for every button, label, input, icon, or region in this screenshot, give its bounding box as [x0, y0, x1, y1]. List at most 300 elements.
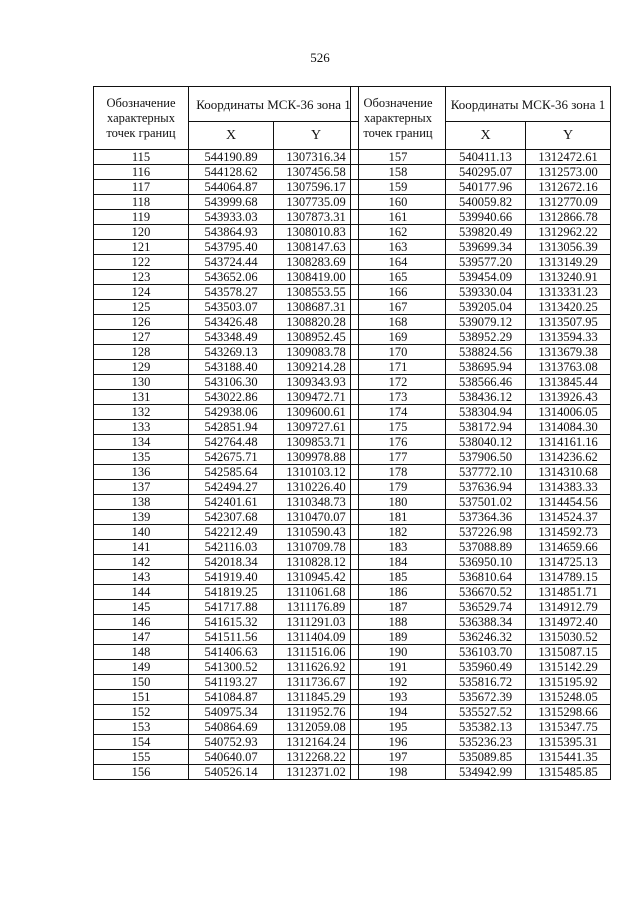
x-coordinate-cell: 542018.34 [189, 555, 274, 570]
point-number-cell: 115 [94, 150, 189, 165]
y-coordinate-cell: 1308952.45 [274, 330, 359, 345]
table-row [351, 345, 611, 360]
header-coordinates: Координаты МСК-36 зона 1 [189, 87, 359, 122]
y-coordinate-cell: 1312164.24 [274, 735, 359, 750]
y-coordinate-cell: 1307735.09 [274, 195, 359, 210]
coordinates-table-left [93, 86, 359, 780]
y-coordinate-cell: 1308820.28 [274, 315, 359, 330]
point-number-cell: 174 [351, 405, 446, 420]
point-number-cell: 186 [351, 585, 446, 600]
table-row [94, 705, 359, 720]
table-row [94, 660, 359, 675]
point-number-cell: 165 [351, 270, 446, 285]
x-coordinate-cell: 539079.12 [446, 315, 526, 330]
y-coordinate-cell: 1311176.89 [274, 600, 359, 615]
table-row [94, 240, 359, 255]
y-coordinate-cell: 1314592.73 [526, 525, 611, 540]
table-row [94, 360, 359, 375]
table-row [351, 315, 611, 330]
point-number-cell: 140 [94, 525, 189, 540]
point-number-cell: 159 [351, 180, 446, 195]
x-coordinate-cell: 539330.04 [446, 285, 526, 300]
x-coordinate-cell: 541406.63 [189, 645, 274, 660]
y-coordinate-cell: 1307873.31 [274, 210, 359, 225]
point-number-cell: 134 [94, 435, 189, 450]
y-coordinate-cell: 1315485.85 [526, 765, 611, 780]
table-row [351, 255, 611, 270]
x-coordinate-cell: 542764.48 [189, 435, 274, 450]
point-number-cell: 144 [94, 585, 189, 600]
x-coordinate-cell: 538172.94 [446, 420, 526, 435]
y-coordinate-cell: 1311291.03 [274, 615, 359, 630]
x-coordinate-cell: 537636.94 [446, 480, 526, 495]
table-row [351, 615, 611, 630]
x-coordinate-cell: 541300.52 [189, 660, 274, 675]
table-row [351, 405, 611, 420]
y-coordinate-cell: 1310945.42 [274, 570, 359, 585]
x-coordinate-cell: 536950.10 [446, 555, 526, 570]
table-row [351, 510, 611, 525]
x-coordinate-cell: 536670.52 [446, 585, 526, 600]
point-number-cell: 194 [351, 705, 446, 720]
point-number-cell: 123 [94, 270, 189, 285]
y-coordinate-cell: 1314972.40 [526, 615, 611, 630]
y-coordinate-cell: 1309978.88 [274, 450, 359, 465]
y-coordinate-cell: 1310828.12 [274, 555, 359, 570]
x-coordinate-cell: 543022.86 [189, 390, 274, 405]
x-coordinate-cell: 541084.87 [189, 690, 274, 705]
y-coordinate-cell: 1314912.79 [526, 600, 611, 615]
point-number-cell: 166 [351, 285, 446, 300]
point-number-cell: 138 [94, 495, 189, 510]
x-coordinate-cell: 543106.30 [189, 375, 274, 390]
x-coordinate-cell: 543426.48 [189, 315, 274, 330]
point-number-cell: 148 [94, 645, 189, 660]
x-coordinate-cell: 540640.07 [189, 750, 274, 765]
table-row [351, 735, 611, 750]
table-row [94, 765, 359, 780]
table-row [351, 495, 611, 510]
x-coordinate-cell: 540411.13 [446, 150, 526, 165]
x-coordinate-cell: 542851.94 [189, 420, 274, 435]
table-row [351, 240, 611, 255]
x-coordinate-cell: 543724.44 [189, 255, 274, 270]
x-coordinate-cell: 534942.99 [446, 765, 526, 780]
y-coordinate-cell: 1314524.37 [526, 510, 611, 525]
table-row [94, 630, 359, 645]
point-number-cell: 145 [94, 600, 189, 615]
point-number-cell: 142 [94, 555, 189, 570]
point-number-cell: 178 [351, 465, 446, 480]
x-coordinate-cell: 543795.40 [189, 240, 274, 255]
table-row [94, 315, 359, 330]
x-coordinate-cell: 535816.72 [446, 675, 526, 690]
point-number-cell: 169 [351, 330, 446, 345]
y-coordinate-cell: 1313926.43 [526, 390, 611, 405]
point-number-cell: 187 [351, 600, 446, 615]
table-body-right [351, 150, 611, 780]
x-coordinate-cell: 536103.70 [446, 645, 526, 660]
y-coordinate-cell: 1309343.93 [274, 375, 359, 390]
point-number-cell: 124 [94, 285, 189, 300]
table-row [94, 435, 359, 450]
table-row [351, 690, 611, 705]
x-coordinate-cell: 538566.46 [446, 375, 526, 390]
y-coordinate-cell: 1315347.75 [526, 720, 611, 735]
table-row [351, 360, 611, 375]
point-number-cell: 164 [351, 255, 446, 270]
point-number-cell: 135 [94, 450, 189, 465]
x-coordinate-cell: 542307.68 [189, 510, 274, 525]
table-row [351, 705, 611, 720]
x-coordinate-cell: 543864.93 [189, 225, 274, 240]
table-row [351, 480, 611, 495]
x-coordinate-cell: 537364.36 [446, 510, 526, 525]
x-coordinate-cell: 535960.49 [446, 660, 526, 675]
x-coordinate-cell: 537772.10 [446, 465, 526, 480]
point-number-cell: 143 [94, 570, 189, 585]
point-number-cell: 149 [94, 660, 189, 675]
table-row [94, 300, 359, 315]
table-row [94, 270, 359, 285]
point-number-cell: 151 [94, 690, 189, 705]
table-row [94, 420, 359, 435]
point-number-cell: 125 [94, 300, 189, 315]
y-coordinate-cell: 1309853.71 [274, 435, 359, 450]
table-row [351, 750, 611, 765]
point-number-cell: 128 [94, 345, 189, 360]
x-coordinate-cell: 543999.68 [189, 195, 274, 210]
x-coordinate-cell: 536810.64 [446, 570, 526, 585]
x-coordinate-cell: 537501.02 [446, 495, 526, 510]
point-number-cell: 154 [94, 735, 189, 750]
y-coordinate-cell: 1313845.44 [526, 375, 611, 390]
header-designation: Обозначение характерных точек границ [94, 87, 189, 150]
y-coordinate-cell: 1315298.66 [526, 705, 611, 720]
x-coordinate-cell: 535236.23 [446, 735, 526, 750]
table-row [94, 555, 359, 570]
y-coordinate-cell: 1308419.00 [274, 270, 359, 285]
y-coordinate-cell: 1313763.08 [526, 360, 611, 375]
point-number-cell: 160 [351, 195, 446, 210]
x-coordinate-cell: 538304.94 [446, 405, 526, 420]
x-coordinate-cell: 535382.13 [446, 720, 526, 735]
point-number-cell: 171 [351, 360, 446, 375]
point-number-cell: 132 [94, 405, 189, 420]
table-row [351, 465, 611, 480]
table-row [351, 150, 611, 165]
x-coordinate-cell: 540295.07 [446, 165, 526, 180]
table-row [351, 570, 611, 585]
table-row [94, 195, 359, 210]
x-coordinate-cell: 544190.89 [189, 150, 274, 165]
point-number-cell: 173 [351, 390, 446, 405]
x-coordinate-cell: 543933.03 [189, 210, 274, 225]
table-row [94, 615, 359, 630]
point-number-cell: 190 [351, 645, 446, 660]
table-row [94, 405, 359, 420]
y-coordinate-cell: 1309472.71 [274, 390, 359, 405]
table-row [94, 720, 359, 735]
header-y: Y [526, 122, 611, 150]
table-row [94, 255, 359, 270]
y-coordinate-cell: 1314310.68 [526, 465, 611, 480]
point-number-cell: 196 [351, 735, 446, 750]
x-coordinate-cell: 536246.32 [446, 630, 526, 645]
point-number-cell: 119 [94, 210, 189, 225]
x-coordinate-cell: 535672.39 [446, 690, 526, 705]
table-row [351, 375, 611, 390]
table-row [351, 585, 611, 600]
table-row [94, 600, 359, 615]
table-row [94, 285, 359, 300]
y-coordinate-cell: 1314851.71 [526, 585, 611, 600]
point-number-cell: 121 [94, 240, 189, 255]
table-row [351, 195, 611, 210]
point-number-cell: 130 [94, 375, 189, 390]
x-coordinate-cell: 543269.13 [189, 345, 274, 360]
table-row [351, 330, 611, 345]
table-body-left [94, 150, 359, 780]
table-row [351, 270, 611, 285]
y-coordinate-cell: 1315248.05 [526, 690, 611, 705]
x-coordinate-cell: 541717.88 [189, 600, 274, 615]
point-number-cell: 120 [94, 225, 189, 240]
y-coordinate-cell: 1311626.92 [274, 660, 359, 675]
y-coordinate-cell: 1311845.29 [274, 690, 359, 705]
y-coordinate-cell: 1313331.23 [526, 285, 611, 300]
table-row [94, 495, 359, 510]
y-coordinate-cell: 1312059.08 [274, 720, 359, 735]
y-coordinate-cell: 1308147.63 [274, 240, 359, 255]
y-coordinate-cell: 1312573.00 [526, 165, 611, 180]
y-coordinate-cell: 1307316.34 [274, 150, 359, 165]
table-row [94, 150, 359, 165]
table-row [351, 555, 611, 570]
point-number-cell: 170 [351, 345, 446, 360]
point-number-cell: 185 [351, 570, 446, 585]
y-coordinate-cell: 1313507.95 [526, 315, 611, 330]
table-row [94, 510, 359, 525]
y-coordinate-cell: 1310103.12 [274, 465, 359, 480]
x-coordinate-cell: 540864.69 [189, 720, 274, 735]
x-coordinate-cell: 539699.34 [446, 240, 526, 255]
y-coordinate-cell: 1313149.29 [526, 255, 611, 270]
y-coordinate-cell: 1314236.62 [526, 450, 611, 465]
table-row [351, 225, 611, 240]
y-coordinate-cell: 1312770.09 [526, 195, 611, 210]
table-row [94, 345, 359, 360]
x-coordinate-cell: 542212.49 [189, 525, 274, 540]
y-coordinate-cell: 1309083.78 [274, 345, 359, 360]
x-coordinate-cell: 541919.40 [189, 570, 274, 585]
header-y: Y [274, 122, 359, 150]
point-number-cell: 158 [351, 165, 446, 180]
point-number-cell: 168 [351, 315, 446, 330]
x-coordinate-cell: 542401.61 [189, 495, 274, 510]
x-coordinate-cell: 538436.12 [446, 390, 526, 405]
point-number-cell: 182 [351, 525, 446, 540]
table-row [94, 675, 359, 690]
point-number-cell: 141 [94, 540, 189, 555]
y-coordinate-cell: 1313240.91 [526, 270, 611, 285]
point-number-cell: 161 [351, 210, 446, 225]
x-coordinate-cell: 539454.09 [446, 270, 526, 285]
table-row [351, 630, 611, 645]
table-row [351, 645, 611, 660]
point-number-cell: 139 [94, 510, 189, 525]
point-number-cell: 127 [94, 330, 189, 345]
y-coordinate-cell: 1309214.28 [274, 360, 359, 375]
point-number-cell: 118 [94, 195, 189, 210]
x-coordinate-cell: 540526.14 [189, 765, 274, 780]
x-coordinate-cell: 543188.40 [189, 360, 274, 375]
y-coordinate-cell: 1307456.58 [274, 165, 359, 180]
x-coordinate-cell: 542938.06 [189, 405, 274, 420]
table-row [94, 375, 359, 390]
x-coordinate-cell: 535089.85 [446, 750, 526, 765]
y-coordinate-cell: 1315030.52 [526, 630, 611, 645]
x-coordinate-cell: 540059.82 [446, 195, 526, 210]
x-coordinate-cell: 538040.12 [446, 435, 526, 450]
y-coordinate-cell: 1310590.43 [274, 525, 359, 540]
y-coordinate-cell: 1314659.66 [526, 540, 611, 555]
point-number-cell: 157 [351, 150, 446, 165]
y-coordinate-cell: 1310709.78 [274, 540, 359, 555]
table-row [351, 420, 611, 435]
table-row [351, 765, 611, 780]
point-number-cell: 163 [351, 240, 446, 255]
point-number-cell: 131 [94, 390, 189, 405]
y-coordinate-cell: 1312672.16 [526, 180, 611, 195]
y-coordinate-cell: 1314789.15 [526, 570, 611, 585]
y-coordinate-cell: 1312962.22 [526, 225, 611, 240]
x-coordinate-cell: 540975.34 [189, 705, 274, 720]
page-number: 526 [310, 50, 330, 65]
table-row [94, 225, 359, 240]
y-coordinate-cell: 1309600.61 [274, 405, 359, 420]
point-number-cell: 184 [351, 555, 446, 570]
point-number-cell: 133 [94, 420, 189, 435]
point-number-cell: 153 [94, 720, 189, 735]
point-number-cell: 126 [94, 315, 189, 330]
x-coordinate-cell: 539820.49 [446, 225, 526, 240]
header-coordinates: Координаты МСК-36 зона 1 [446, 87, 611, 122]
point-number-cell: 146 [94, 615, 189, 630]
y-coordinate-cell: 1314725.13 [526, 555, 611, 570]
table-row [351, 525, 611, 540]
point-number-cell: 129 [94, 360, 189, 375]
x-coordinate-cell: 542585.64 [189, 465, 274, 480]
y-coordinate-cell: 1313420.25 [526, 300, 611, 315]
point-number-cell: 117 [94, 180, 189, 195]
x-coordinate-cell: 536529.74 [446, 600, 526, 615]
y-coordinate-cell: 1307596.17 [274, 180, 359, 195]
point-number-cell: 191 [351, 660, 446, 675]
y-coordinate-cell: 1308687.31 [274, 300, 359, 315]
y-coordinate-cell: 1315195.92 [526, 675, 611, 690]
table-row [351, 285, 611, 300]
table-row [94, 180, 359, 195]
x-coordinate-cell: 543503.07 [189, 300, 274, 315]
point-number-cell: 179 [351, 480, 446, 495]
x-coordinate-cell: 535527.52 [446, 705, 526, 720]
table-row [94, 165, 359, 180]
y-coordinate-cell: 1312866.78 [526, 210, 611, 225]
y-coordinate-cell: 1313594.33 [526, 330, 611, 345]
x-coordinate-cell: 541615.32 [189, 615, 274, 630]
x-coordinate-cell: 541819.25 [189, 585, 274, 600]
table-row [351, 600, 611, 615]
point-number-cell: 181 [351, 510, 446, 525]
table-row [94, 750, 359, 765]
table-row [351, 450, 611, 465]
x-coordinate-cell: 538824.56 [446, 345, 526, 360]
x-coordinate-cell: 542494.27 [189, 480, 274, 495]
point-number-cell: 183 [351, 540, 446, 555]
y-coordinate-cell: 1308010.83 [274, 225, 359, 240]
x-coordinate-cell: 537088.89 [446, 540, 526, 555]
table-row [351, 660, 611, 675]
y-coordinate-cell: 1312268.22 [274, 750, 359, 765]
y-coordinate-cell: 1309727.61 [274, 420, 359, 435]
y-coordinate-cell: 1314383.33 [526, 480, 611, 495]
table-row [351, 300, 611, 315]
table-row [351, 390, 611, 405]
table-row [94, 480, 359, 495]
y-coordinate-cell: 1314161.16 [526, 435, 611, 450]
y-coordinate-cell: 1315142.29 [526, 660, 611, 675]
table-row [351, 180, 611, 195]
point-number-cell: 136 [94, 465, 189, 480]
point-number-cell: 147 [94, 630, 189, 645]
point-number-cell: 172 [351, 375, 446, 390]
x-coordinate-cell: 541193.27 [189, 675, 274, 690]
point-number-cell: 167 [351, 300, 446, 315]
table-row [94, 390, 359, 405]
point-number-cell: 162 [351, 225, 446, 240]
y-coordinate-cell: 1310470.07 [274, 510, 359, 525]
table-row [94, 735, 359, 750]
table-row [351, 720, 611, 735]
y-coordinate-cell: 1315087.15 [526, 645, 611, 660]
point-number-cell: 193 [351, 690, 446, 705]
header-designation: Обозначение характерных точек границ [351, 87, 446, 150]
table-row [351, 540, 611, 555]
table-row [94, 645, 359, 660]
table-row [94, 585, 359, 600]
y-coordinate-cell: 1314454.56 [526, 495, 611, 510]
x-coordinate-cell: 543348.49 [189, 330, 274, 345]
point-number-cell: 150 [94, 675, 189, 690]
header-x: X [189, 122, 274, 150]
x-coordinate-cell: 542675.71 [189, 450, 274, 465]
x-coordinate-cell: 538952.29 [446, 330, 526, 345]
y-coordinate-cell: 1310348.73 [274, 495, 359, 510]
point-number-cell: 116 [94, 165, 189, 180]
y-coordinate-cell: 1311404.09 [274, 630, 359, 645]
table-row [94, 450, 359, 465]
header-x: X [446, 122, 526, 150]
x-coordinate-cell: 540752.93 [189, 735, 274, 750]
point-number-cell: 122 [94, 255, 189, 270]
point-number-cell: 155 [94, 750, 189, 765]
table-row [94, 540, 359, 555]
point-number-cell: 156 [94, 765, 189, 780]
y-coordinate-cell: 1313056.39 [526, 240, 611, 255]
point-number-cell: 175 [351, 420, 446, 435]
point-number-cell: 180 [351, 495, 446, 510]
